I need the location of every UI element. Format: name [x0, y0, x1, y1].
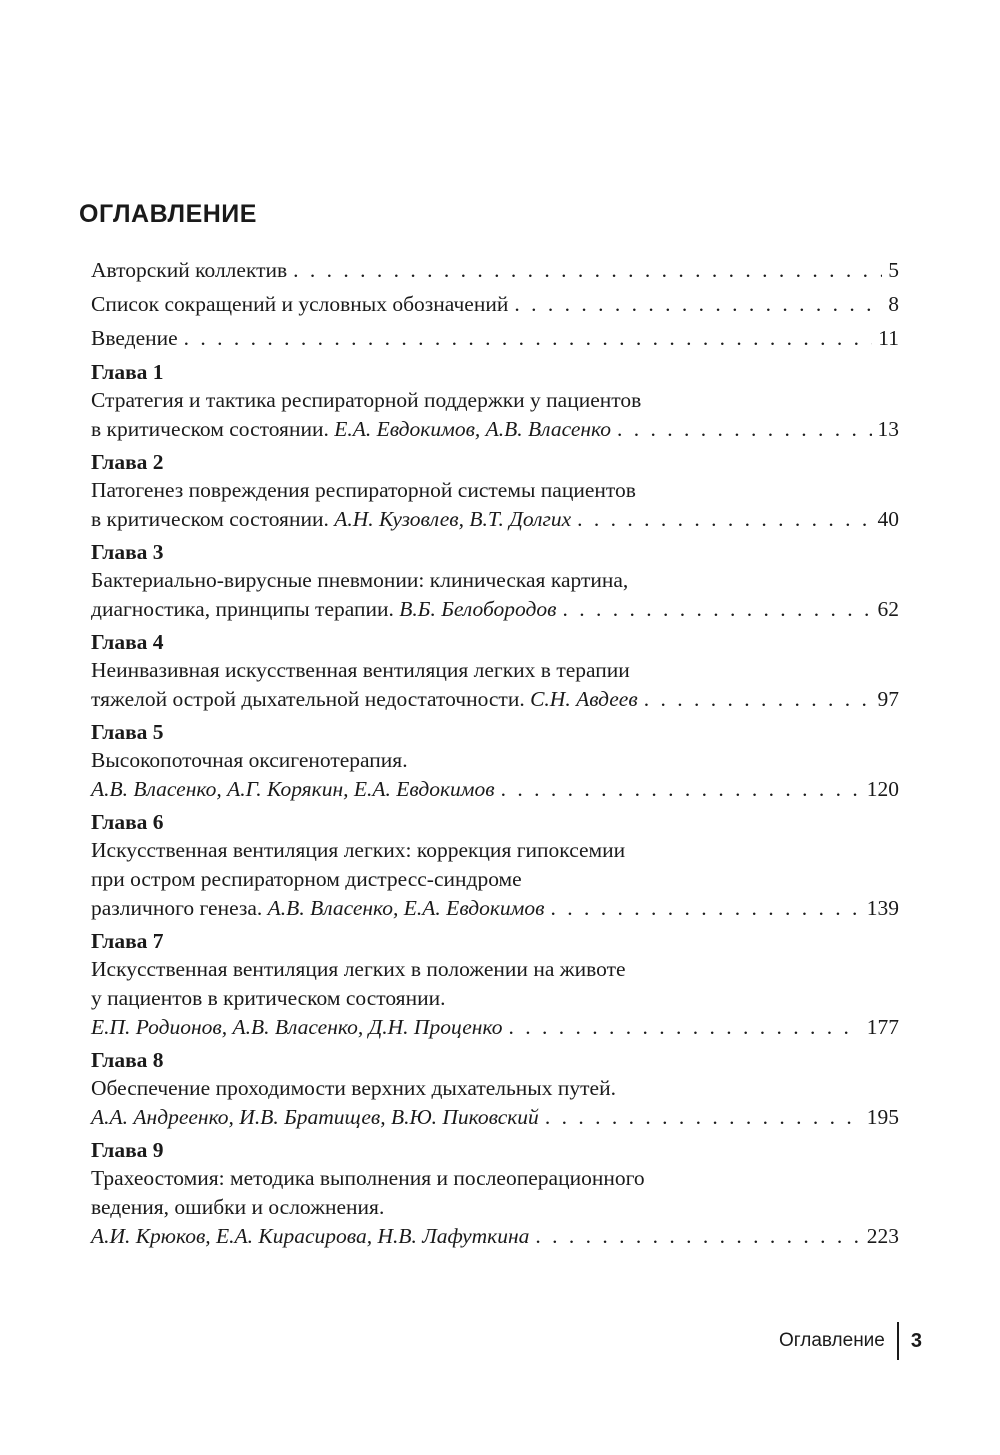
- chapter-authors: А.Н. Кузовлев, В.Т. Долгих: [334, 507, 572, 531]
- toc-page-number: 120: [866, 777, 899, 801]
- chapter-entry[interactable]: [91, 358, 899, 444]
- chapter-entry[interactable]: [91, 628, 899, 714]
- toc-page-number: 13: [877, 417, 899, 441]
- chapter-label: Глава 1: [91, 360, 164, 384]
- footer-section-label: Оглавление: [778, 1330, 885, 1351]
- chapter-title-line: в критическом состоянии.: [91, 417, 329, 441]
- chapter-label: Глава 2: [91, 450, 164, 474]
- chapter-label: Глава 5: [91, 720, 164, 744]
- toc-entry-title: Авторский коллектив: [91, 258, 288, 282]
- toc-page-number: 5: [888, 258, 899, 282]
- dot-leader: [562, 595, 871, 624]
- chapter-title-line: Искусственная вентиляция легких в положении на животе: [91, 957, 626, 981]
- chapter-entry[interactable]: [91, 538, 899, 624]
- chapter-authors: Е.П. Родионов, А.В. Власенко, Д.Н. Проценко: [91, 1015, 503, 1039]
- chapter-title-line: при остром респираторном дистресс-синдроме: [91, 867, 522, 891]
- toc-entry[interactable]: [91, 290, 899, 319]
- chapter-title-line: у пациентов в критическом состоянии.: [91, 986, 446, 1010]
- toc-page-number: 62: [877, 597, 899, 621]
- toc-page-number: 177: [866, 1015, 899, 1039]
- chapter-entry[interactable]: [91, 927, 899, 1042]
- chapter-title-authors: [91, 1222, 529, 1251]
- simple-entries: [91, 256, 899, 353]
- chapter-last-line: [91, 1013, 899, 1042]
- chapter-label: Глава 9: [91, 1138, 164, 1162]
- dot-leader: [535, 1222, 860, 1251]
- chapter-title-line: Неинвазивная искусственная вентиляция легких в терапии: [91, 658, 630, 682]
- chapter-title-line: Патогенез повреждения респираторной системы пациентов: [91, 478, 636, 502]
- chapter-authors: С.Н. Авдеев: [530, 687, 638, 711]
- chapter-last-line: [91, 1222, 899, 1251]
- chapter-authors: А.А. Андреенко, И.В. Братищев, В.Ю. Пиковский: [91, 1105, 539, 1129]
- toc-page-number: 40: [877, 507, 899, 531]
- dot-leader: [550, 894, 860, 923]
- chapter-authors: В.Б. Белобородов: [399, 597, 557, 621]
- toc-entry-title: Список сокращений и условных обозначений: [91, 292, 509, 316]
- toc-page-number: 11: [878, 326, 899, 350]
- chapter-title-authors: [91, 894, 544, 923]
- toc-page-number: 8: [888, 292, 899, 316]
- chapter-entry[interactable]: [91, 718, 899, 804]
- chapter-last-line: [91, 415, 899, 444]
- chapter-title-line: Искусственная вентиляция легких: коррекция гипоксемии: [91, 838, 626, 862]
- chapter-authors: Е.А. Евдокимов, А.В. Власенко: [334, 417, 612, 441]
- chapter-label: Глава 7: [91, 929, 164, 953]
- toc-page-number: 97: [877, 687, 899, 711]
- chapter-last-line: [91, 1103, 899, 1132]
- chapter-title-line: тяжелой острой дыхательной недостаточности.: [91, 687, 525, 711]
- toc-entry-title: Введение: [91, 326, 178, 350]
- table-of-contents: [91, 256, 899, 1255]
- chapter-authors: А.И. Крюков, Е.А. Кирасирова, Н.В. Лафуткина: [91, 1224, 530, 1248]
- chapter-title-authors: [91, 415, 611, 444]
- chapter-entry[interactable]: [91, 448, 899, 534]
- dot-leader: [501, 775, 861, 804]
- chapter-title-authors: [91, 505, 571, 534]
- toc-entry[interactable]: [91, 256, 899, 285]
- chapter-last-line: [91, 505, 899, 534]
- page-title: ОГЛАВЛЕНИЕ: [79, 200, 257, 228]
- chapter-title-line: различного генеза.: [91, 896, 263, 920]
- chapter-title-line: Трахеостомия: методика выполнения и послеоперационного: [91, 1166, 645, 1190]
- page-footer: [779, 1322, 922, 1360]
- chapter-label: Глава 4: [91, 630, 164, 654]
- footer-page-number: 3: [910, 1329, 922, 1352]
- chapter-title-line: Высокопоточная оксигенотерапия.: [91, 748, 408, 772]
- chapter-title-line: Стратегия и тактика респираторной поддержки у пациентов: [91, 388, 642, 412]
- chapter-last-line: [91, 595, 899, 624]
- chapter-title-line: ведения, ошибки и осложнения.: [91, 1195, 385, 1219]
- toc-page-number: 223: [866, 1224, 899, 1248]
- dot-leader: [514, 290, 882, 319]
- dot-leader: [577, 505, 871, 534]
- chapter-entries: [91, 358, 899, 1251]
- toc-page-number: 139: [866, 896, 899, 920]
- dot-leader: [617, 415, 871, 444]
- chapter-title-authors: [91, 1103, 539, 1132]
- chapter-entry[interactable]: [91, 1136, 899, 1251]
- dot-leader: [184, 324, 873, 353]
- chapter-label: Глава 8: [91, 1048, 164, 1072]
- chapter-authors: А.В. Власенко, А.Г. Корякин, Е.А. Евдокимов: [91, 777, 495, 801]
- chapter-title-authors: [91, 595, 556, 624]
- dot-leader: [508, 1013, 860, 1042]
- chapter-title-line: Бактериально-вирусные пневмонии: клиническая картина,: [91, 568, 629, 592]
- chapter-title-authors: [91, 775, 495, 804]
- chapter-last-line: [91, 775, 899, 804]
- chapter-title-authors: [91, 1013, 502, 1042]
- toc-page-number: 195: [866, 1105, 899, 1129]
- chapter-title-line: диагностика, принципы терапии.: [91, 597, 394, 621]
- dot-leader: [545, 1103, 861, 1132]
- chapter-last-line: [91, 894, 899, 923]
- chapter-label: Глава 6: [91, 810, 164, 834]
- dot-leader: [293, 256, 882, 285]
- chapter-entry[interactable]: [91, 1046, 899, 1132]
- chapter-entry[interactable]: [91, 808, 899, 923]
- chapter-title-line: Обеспечение проходимости верхних дыхательных путей.: [91, 1076, 616, 1100]
- chapter-label: Глава 3: [91, 540, 164, 564]
- chapter-title-authors: [91, 685, 638, 714]
- dot-leader: [644, 685, 872, 714]
- toc-entry[interactable]: [91, 324, 899, 353]
- chapter-title-line: в критическом состоянии.: [91, 507, 329, 531]
- chapter-last-line: [91, 685, 899, 714]
- chapter-authors: А.В. Власенко, Е.А. Евдокимов: [267, 896, 545, 920]
